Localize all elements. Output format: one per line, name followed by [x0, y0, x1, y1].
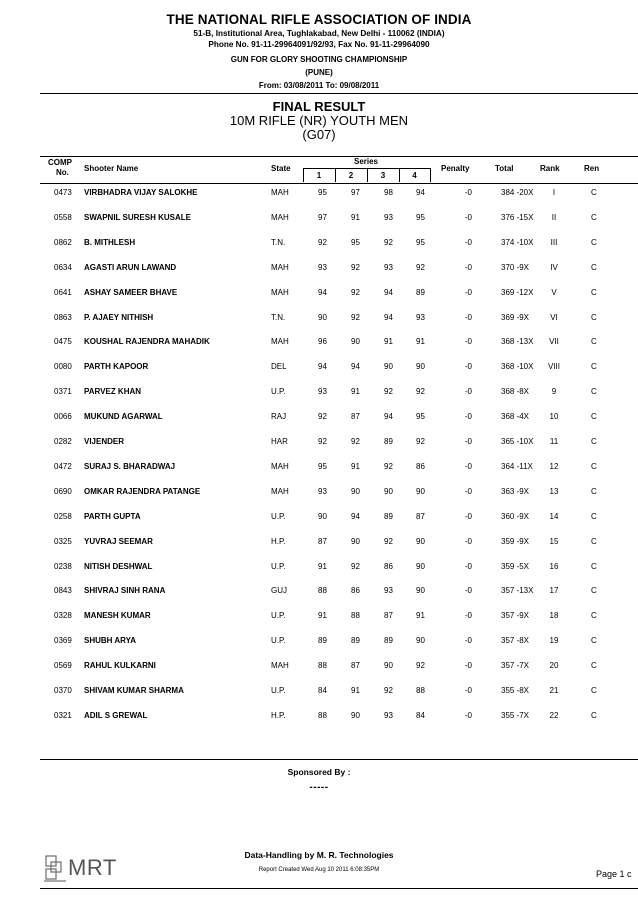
- header-total: Total: [495, 164, 514, 173]
- cell-series-4: 90: [416, 586, 425, 596]
- cell-state: HAR: [271, 437, 288, 446]
- cell-remarks: C: [591, 287, 597, 297]
- cell-remarks: C: [591, 337, 597, 347]
- table-row: [0, 462, 638, 474]
- cell-shooter-name: SURAJ S. BHARADWAJ: [84, 461, 176, 471]
- cell-series-3: 94: [384, 312, 393, 322]
- cell-series-3: 92: [384, 686, 393, 695]
- cell-penalty: -0: [464, 362, 472, 372]
- cell-state: U.P.: [271, 611, 286, 621]
- cell-remarks: C: [591, 561, 597, 571]
- cell-state: U.P.: [271, 686, 286, 695]
- cell-series-1: 90: [318, 511, 327, 521]
- cell-comp-no: 0690: [54, 486, 72, 496]
- cell-series-3: 89: [384, 437, 393, 446]
- cell-total: 357 -13X: [501, 586, 534, 596]
- cell-series-2: 89: [351, 636, 360, 646]
- cell-state: MAH: [271, 486, 289, 496]
- report-created: Report Created Wed Aug 10 2011 6:08:35PM: [258, 867, 380, 873]
- cell-shooter-name: SHUBH ARYA: [84, 636, 137, 646]
- cell-remarks: C: [591, 511, 597, 521]
- cell-shooter-name: OMKAR RAJENDRA PATANGE: [84, 486, 201, 496]
- cell-series-2: 92: [351, 287, 360, 297]
- table-row: [0, 213, 638, 225]
- table-row: [0, 188, 638, 200]
- cell-shooter-name: PARTH KAPOOR: [84, 362, 149, 372]
- cell-series-3: 94: [384, 412, 393, 422]
- cell-total: 357 -9X: [501, 611, 530, 621]
- cell-series-2: 94: [351, 511, 360, 521]
- cell-series-4: 91: [416, 611, 425, 621]
- table-row: [0, 512, 638, 524]
- cell-total: 368 -13X: [501, 337, 534, 347]
- cell-penalty: -0: [464, 237, 472, 247]
- cell-series-1: 94: [318, 287, 327, 297]
- cell-series-4: 90: [416, 486, 425, 496]
- cell-shooter-name: MANESH KUMAR: [84, 611, 151, 621]
- cell-shooter-name: RAHUL KULKARNI: [84, 661, 156, 671]
- header-penalty: Penalty: [441, 164, 470, 173]
- cell-penalty: -0: [464, 611, 472, 621]
- cell-shooter-name: P. AJAEY NITHISH: [84, 312, 154, 322]
- cell-series-3: 92: [384, 536, 393, 546]
- cell-comp-no: 0634: [54, 262, 72, 272]
- cell-comp-no: 0473: [54, 188, 72, 197]
- cell-rank: 13: [549, 486, 559, 496]
- cell-total: 363 -9X: [501, 486, 530, 496]
- table-row: [0, 337, 638, 349]
- cell-rank: VIII: [547, 362, 560, 372]
- cell-series-3: 90: [384, 486, 393, 496]
- cell-series-2: 90: [351, 536, 360, 546]
- cell-series-2: 91: [351, 212, 360, 222]
- cell-state: H.P.: [271, 536, 286, 546]
- cell-rank: II: [551, 212, 557, 222]
- cell-series-2: 95: [351, 237, 360, 247]
- cell-series-2: 90: [351, 486, 360, 496]
- cell-state: U.P.: [271, 387, 286, 397]
- cell-series-3: 98: [384, 188, 393, 197]
- cell-rank: 22: [549, 710, 559, 720]
- cell-remarks: C: [591, 661, 597, 671]
- table-row: [0, 537, 638, 549]
- cell-remarks: C: [591, 237, 597, 247]
- cell-penalty: -0: [464, 661, 472, 671]
- cell-series-1: 95: [318, 188, 327, 197]
- cell-state: MAH: [271, 188, 289, 197]
- table-row: [0, 313, 638, 325]
- cell-shooter-name: KOUSHAL RAJENDRA MAHADIK: [84, 337, 210, 347]
- cell-series-2: 86: [351, 586, 360, 596]
- cell-penalty: -0: [464, 262, 472, 272]
- cell-series-2: 90: [351, 710, 360, 720]
- table-row: [0, 487, 638, 499]
- cell-rank: 14: [549, 511, 559, 521]
- cell-penalty: -0: [464, 337, 472, 347]
- cell-remarks: C: [591, 611, 597, 621]
- table-row: [0, 611, 638, 623]
- bottom-rule: [40, 888, 638, 889]
- table-row: [0, 686, 638, 698]
- cell-comp-no: 0080: [54, 362, 72, 372]
- cell-shooter-name: VIJENDER: [84, 437, 125, 446]
- header-series-1: 1: [316, 171, 322, 180]
- cell-series-1: 87: [318, 536, 327, 546]
- cell-state: MAH: [271, 337, 289, 347]
- cell-comp-no: 0843: [54, 586, 72, 596]
- cell-state: MAH: [271, 661, 289, 671]
- cell-remarks: C: [591, 362, 597, 372]
- cell-total: 384 -20X: [501, 188, 534, 197]
- cell-total: 369 -12X: [501, 287, 534, 297]
- cell-series-3: 92: [384, 387, 393, 397]
- header-remarks: Ren: [584, 164, 600, 173]
- cell-total: 355 -8X: [501, 686, 530, 695]
- cell-series-1: 90: [318, 312, 327, 322]
- cell-comp-no: 0371: [54, 387, 72, 397]
- cell-comp-no: 0472: [54, 461, 72, 471]
- cell-remarks: C: [591, 461, 597, 471]
- cell-series-2: 92: [351, 437, 360, 446]
- cell-comp-no: 0862: [54, 237, 72, 247]
- footer-divider: [40, 759, 638, 760]
- cell-remarks: C: [591, 536, 597, 546]
- cell-penalty: -0: [464, 511, 472, 521]
- cell-penalty: -0: [464, 212, 472, 222]
- header-comp: COMP: [48, 158, 72, 167]
- event-dates: From: 03/08/2011 To: 09/08/2011: [258, 81, 380, 90]
- cell-total: 365 -10X: [501, 437, 534, 446]
- cell-series-4: 92: [416, 661, 425, 671]
- cell-rank: VI: [550, 312, 558, 322]
- cell-series-1: 97: [318, 212, 327, 222]
- cell-total: 368 -4X: [501, 412, 530, 422]
- header-series-4: 4: [412, 171, 417, 180]
- cell-penalty: -0: [464, 710, 472, 720]
- cell-series-4: 88: [416, 686, 425, 695]
- cell-state: RAJ: [271, 412, 287, 422]
- cell-state: MAH: [271, 461, 289, 471]
- table-row: [0, 636, 638, 648]
- cell-total: 368 -10X: [501, 362, 534, 372]
- cell-rank: IV: [550, 262, 558, 272]
- cell-remarks: C: [591, 636, 597, 646]
- page-number: Page 1 c: [596, 869, 632, 879]
- event-name: GUN FOR GLORY SHOOTING CHAMPIONSHIP: [230, 55, 408, 64]
- cell-series-3: 90: [384, 362, 393, 372]
- table-row: [0, 711, 638, 723]
- cell-comp-no: 0282: [54, 437, 72, 446]
- cell-penalty: -0: [464, 461, 472, 471]
- cell-series-4: 92: [416, 262, 425, 272]
- cell-series-1: 92: [318, 437, 327, 446]
- cell-rank: 10: [549, 412, 559, 422]
- cell-shooter-name: B. MITHLESH: [84, 237, 136, 247]
- table-row: [0, 437, 638, 449]
- table-row: [0, 412, 638, 424]
- data-handling: Data-Handling by M. R. Technologies: [244, 850, 394, 860]
- cell-rank: 16: [549, 561, 559, 571]
- cell-state: U.P.: [271, 561, 286, 571]
- cell-state: T.N.: [271, 312, 286, 322]
- cell-series-3: 89: [384, 511, 393, 521]
- cell-state: U.P.: [271, 511, 286, 521]
- cell-total: 359 -5X: [501, 561, 530, 571]
- cell-comp-no: 0370: [54, 686, 72, 695]
- cell-state: MAH: [271, 212, 289, 222]
- cell-series-3: 93: [384, 212, 393, 222]
- cell-penalty: -0: [464, 536, 472, 546]
- cell-series-2: 87: [351, 661, 360, 671]
- cell-penalty: -0: [464, 188, 472, 197]
- cell-shooter-name: VIRBHADRA VIJAY SALOKHE: [84, 188, 198, 197]
- cell-total: 374 -10X: [501, 237, 534, 247]
- cell-series-1: 88: [318, 710, 327, 720]
- cell-series-2: 91: [351, 387, 360, 397]
- cell-comp-no: 0558: [54, 212, 72, 222]
- cell-series-4: 92: [416, 387, 425, 397]
- cell-series-2: 90: [351, 337, 360, 347]
- cell-rank: 20: [549, 661, 559, 671]
- cell-comp-no: 0238: [54, 561, 72, 571]
- cell-series-2: 92: [351, 561, 360, 571]
- cell-comp-no: 0569: [54, 661, 72, 671]
- cell-series-3: 87: [384, 611, 393, 621]
- cell-rank: 18: [549, 611, 559, 621]
- cell-comp-no: 0369: [54, 636, 72, 646]
- cell-rank: 17: [549, 586, 559, 596]
- cell-total: 376 -15X: [501, 212, 534, 222]
- cell-shooter-name: ASHAY SAMEER BHAVE: [84, 287, 178, 297]
- cell-remarks: C: [591, 486, 597, 496]
- cell-state: DEL: [271, 362, 287, 372]
- cell-total: 359 -9X: [501, 536, 530, 546]
- cell-total: 368 -8X: [501, 387, 530, 397]
- cell-rank: V: [551, 287, 557, 297]
- cell-series-1: 88: [318, 661, 327, 671]
- cell-series-2: 88: [351, 611, 360, 621]
- cell-total: 360 -9X: [501, 511, 530, 521]
- cell-shooter-name: MUKUND AGARWAL: [84, 412, 163, 422]
- cell-rank: 11: [549, 437, 559, 446]
- cell-penalty: -0: [464, 287, 472, 297]
- cell-remarks: C: [591, 188, 597, 197]
- result-category: 10M RIFLE (NR) YOUTH MEN: [229, 113, 409, 128]
- cell-shooter-name: SWAPNIL SURESH KUSALE: [84, 212, 191, 222]
- cell-series-1: 91: [318, 611, 327, 621]
- cell-series-4: 84: [416, 710, 425, 720]
- cell-series-1: 88: [318, 586, 327, 596]
- cell-state: GUJ: [271, 586, 287, 596]
- cell-remarks: C: [591, 262, 597, 272]
- table-row: [0, 238, 638, 250]
- cell-remarks: C: [591, 710, 597, 720]
- cell-series-1: 84: [318, 686, 327, 695]
- cell-series-1: 93: [318, 262, 327, 272]
- cell-remarks: C: [591, 437, 597, 446]
- cell-shooter-name: NITISH DESHWAL: [84, 561, 153, 571]
- cell-state: MAH: [271, 287, 289, 297]
- cell-series-4: 90: [416, 561, 425, 571]
- cell-shooter-name: YUVRAJ SEEMAR: [84, 536, 153, 546]
- table-row: [0, 661, 638, 673]
- cell-series-2: 92: [351, 262, 360, 272]
- cell-series-1: 94: [318, 362, 327, 372]
- sponsor-label: Sponsored By :: [287, 767, 351, 777]
- cell-series-3: 89: [384, 636, 393, 646]
- cell-rank: III: [550, 237, 558, 247]
- cell-total: 357 -8X: [501, 636, 530, 646]
- table-row: [0, 288, 638, 300]
- cell-total: 355 -7X: [501, 710, 530, 720]
- cell-comp-no: 0325: [54, 536, 72, 546]
- mrt-logo-text: MRT: [68, 855, 117, 880]
- cell-comp-no: 0641: [54, 287, 72, 297]
- cell-state: T.N.: [271, 237, 286, 247]
- cell-series-3: 91: [384, 337, 393, 347]
- cell-series-3: 93: [384, 710, 393, 720]
- result-title: FINAL RESULT: [272, 99, 366, 114]
- result-code: (G07): [302, 127, 336, 142]
- cell-remarks: C: [591, 686, 597, 695]
- cell-penalty: -0: [464, 437, 472, 446]
- cell-series-2: 87: [351, 412, 360, 422]
- cell-penalty: -0: [464, 387, 472, 397]
- cell-comp-no: 0328: [54, 611, 72, 621]
- table-row: [0, 387, 638, 399]
- cell-series-4: 95: [416, 412, 425, 422]
- cell-series-4: 91: [416, 337, 425, 347]
- cell-series-3: 86: [384, 561, 393, 571]
- cell-rank: 21: [549, 686, 559, 695]
- cell-series-1: 95: [318, 461, 327, 471]
- cell-rank: 12: [549, 461, 559, 471]
- cell-series-4: 86: [416, 461, 425, 471]
- header-rank: Rank: [540, 164, 560, 173]
- cell-series-4: 93: [416, 312, 425, 322]
- cell-remarks: C: [591, 212, 597, 222]
- cell-rank: 15: [549, 536, 559, 546]
- cell-series-4: 90: [416, 636, 425, 646]
- cell-penalty: -0: [464, 486, 472, 496]
- cell-series-2: 91: [351, 686, 360, 695]
- cell-total: 370 -9X: [501, 262, 530, 272]
- cell-penalty: -0: [464, 636, 472, 646]
- cell-shooter-name: AGASTI ARUN LAWAND: [84, 262, 177, 272]
- cell-comp-no: 0321: [54, 710, 72, 720]
- sponsor-value: -----: [309, 782, 329, 793]
- cell-remarks: C: [591, 586, 597, 596]
- cell-series-1: 92: [318, 412, 327, 422]
- cell-comp-no: 0258: [54, 511, 72, 521]
- cell-state: MAH: [271, 262, 289, 272]
- header-series-2: 2: [348, 171, 354, 180]
- table-row: [0, 362, 638, 374]
- org-name: THE NATIONAL RIFLE ASSOCIATION OF INDIA: [166, 12, 472, 27]
- table-row: [0, 263, 638, 275]
- org-phone: Phone No. 91-11-29964091/92/93, Fax No. 91-11-29964090: [208, 40, 430, 49]
- cell-shooter-name: ADIL S GREWAL: [84, 710, 148, 720]
- cell-series-3: 90: [384, 661, 393, 671]
- cell-remarks: C: [591, 312, 597, 322]
- cell-series-2: 94: [351, 362, 360, 372]
- cell-remarks: C: [591, 412, 597, 422]
- cell-series-3: 92: [384, 461, 393, 471]
- cell-series-2: 91: [351, 461, 360, 471]
- header-divider: [40, 93, 638, 94]
- cell-series-4: 95: [416, 212, 425, 222]
- cell-series-1: 91: [318, 561, 327, 571]
- header-state: State: [271, 164, 291, 173]
- cell-remarks: C: [591, 387, 597, 397]
- cell-shooter-name: PARTH GUPTA: [84, 511, 141, 521]
- table-row: [0, 562, 638, 574]
- cell-penalty: -0: [464, 412, 472, 422]
- cell-series-1: 93: [318, 486, 327, 496]
- cell-shooter-name: PARVEZ KHAN: [84, 387, 142, 397]
- header-series-3: 3: [380, 171, 386, 180]
- cell-series-4: 94: [416, 188, 425, 197]
- cell-total: 369 -9X: [501, 312, 530, 322]
- cell-total: 357 -7X: [501, 661, 530, 671]
- cell-series-1: 93: [318, 387, 327, 397]
- cell-shooter-name: SHIVAM KUMAR SHARMA: [84, 686, 184, 695]
- cell-series-4: 90: [416, 536, 425, 546]
- event-city: (PUNE): [305, 68, 333, 77]
- cell-penalty: -0: [464, 686, 472, 695]
- cell-penalty: -0: [464, 586, 472, 596]
- cell-rank: I: [552, 188, 556, 197]
- cell-series-1: 92: [318, 237, 327, 247]
- header-comp-no: No.: [56, 168, 69, 177]
- cell-rank: VII: [549, 337, 559, 347]
- org-address: 51-B, Institutional Area, Tughlakabad, New Delhi - 110062 (INDIA): [193, 29, 445, 38]
- table-row: [0, 586, 638, 598]
- cell-rank: 9: [551, 387, 557, 397]
- cell-penalty: -0: [464, 312, 472, 322]
- cell-series-1: 89: [318, 636, 327, 646]
- cell-series-3: 92: [384, 237, 393, 247]
- cell-comp-no: 0863: [54, 312, 72, 322]
- cell-series-4: 90: [416, 362, 425, 372]
- cell-comp-no: 0475: [54, 337, 72, 347]
- cell-series-3: 93: [384, 262, 393, 272]
- cell-comp-no: 0066: [54, 412, 72, 422]
- cell-rank: 19: [549, 636, 559, 646]
- cell-series-3: 94: [384, 287, 393, 297]
- cell-penalty: -0: [464, 561, 472, 571]
- cell-series-4: 89: [416, 287, 425, 297]
- cell-series-1: 96: [318, 337, 327, 347]
- cell-series-4: 92: [416, 437, 425, 446]
- cell-series-4: 87: [416, 511, 425, 521]
- cell-series-2: 92: [351, 312, 360, 322]
- cell-total: 364 -11X: [501, 461, 533, 471]
- cell-series-2: 97: [351, 188, 360, 197]
- header-series: Series: [353, 157, 379, 166]
- cell-series-4: 95: [416, 237, 425, 247]
- cell-series-3: 93: [384, 586, 393, 596]
- cell-shooter-name: SHIVRAJ SINH RANA: [84, 586, 166, 596]
- cell-state: U.P.: [271, 636, 286, 646]
- series-vline: [430, 168, 431, 182]
- cell-state: H.P.: [271, 710, 286, 720]
- header-shooter-name: Shooter Name: [84, 164, 139, 173]
